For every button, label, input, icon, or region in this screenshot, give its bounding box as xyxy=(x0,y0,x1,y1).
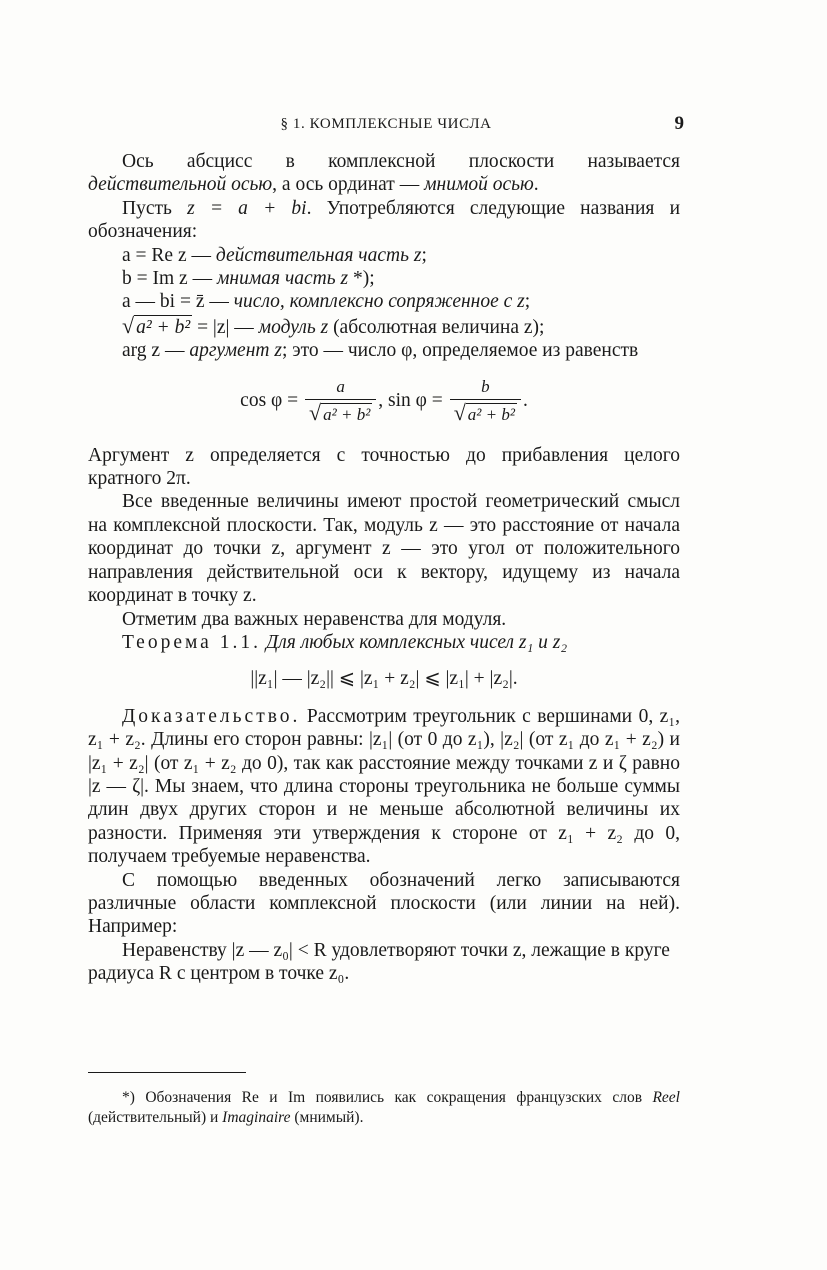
theorem-statement: Теорема 1.1. Для любых комплексных чисел z₁ и z₂ xyxy=(122,631,568,653)
paragraph-argument-precision: Аргумент z определяется с точностью до прибавления целого кратного 2π. xyxy=(88,444,680,490)
theorem-label: Теорема 1.1. xyxy=(122,631,261,653)
paragraph-axes: Ось абсцисс в комплексной плоскости называется действительной осью, а ось ординат — мнимой осью. xyxy=(88,151,680,196)
definition-conjugate: a — bi = z̄ — число, комплексно сопряженное с z; xyxy=(122,291,531,313)
page-number: 9 xyxy=(674,113,684,134)
paragraph-regions: С помощью введенных обозначений легко записываются различные области комплексной плоскости (или линии на ней). Например: xyxy=(88,869,680,938)
triangle-inequality: ||z₁| — |z₂|| ⩽ |z₁ + z₂| ⩽ |z₁| + |z₂|. xyxy=(250,668,518,690)
formula-cos-sin: cos φ = $\frac{a}{\text{√ a² + b²}}$ , sin φ = $\frac{b}{\text{√ a² + b²}}$ . xyxy=(240,376,528,425)
footnote-text: *) Обозначения Re и Im появились как сокращения французских слов Reel (действительный) и Imaginaire (мнимый). xyxy=(88,1089,680,1126)
main-text xyxy=(88,150,680,986)
paragraph-inequalities-intro: Отметим два важных неравенства для модуля. xyxy=(122,608,507,630)
proof-label: Доказательство. xyxy=(122,705,301,727)
definition-imag-part: b = Im z — мнимая часть z *); xyxy=(122,268,375,290)
definition-real-part: a = Re z — действительная часть z; xyxy=(122,244,427,266)
definition-modulus: √ a² + b² = |z| — модуль z (абсолютная величина z); xyxy=(122,312,545,338)
paragraph-geometric-meaning: Все введенные величины имеют простой геометрический смысл на комплексной плоскости. Так, модуль z — это расстояние от начала координат до точки z, аргумент z — это угол от положительного направления действительной оси к вектору, идущему из начала координат в точку z. xyxy=(88,491,680,607)
footnote-divider xyxy=(88,1072,246,1073)
fraction-cos: $\frac{a}{\text{√ a² + b²}}$ xyxy=(305,377,376,426)
definition-argument: arg z — аргумент z; это — число φ, определяемое из равенств xyxy=(122,340,639,362)
running-header xyxy=(88,113,684,137)
proof-paragraph: Доказательство. Рассмотрим треугольник с вершинами 0, z₁, z₁ + z₂. Длины его сторон равны: |z₁| (от 0 до z₁), |z₂| (от z₁ до z₁ + z₂) и |z₁ + z₂| (от z₁ + z₂ до 0), так как расстояние между точками z и ζ равно |z — ζ|. Мы знаем, что длина стороны треугольника не больше суммы длин двух других сторон и не меньше абсолютной величины их разности. Применяя эти утверждения к стороне от z₁ + z₂ до 0, получаем требуемые неравенства. xyxy=(88,705,680,868)
section-title: § 1. КОМПЛЕКСНЫЕ ЧИСЛА xyxy=(280,116,492,132)
paragraph-disk: Неравенству |z — z₀| < R удовлетворяют точки z, лежащие в круге радиуса R с центром в точке z₀. xyxy=(88,939,670,985)
footnote xyxy=(88,1088,680,1128)
paragraph-notation: Пусть z = a + bi. Употребляются следующие названия и обозначения: xyxy=(88,197,680,243)
fraction-sin: $\frac{b}{\text{√ a² + b²}}$ xyxy=(450,377,521,426)
